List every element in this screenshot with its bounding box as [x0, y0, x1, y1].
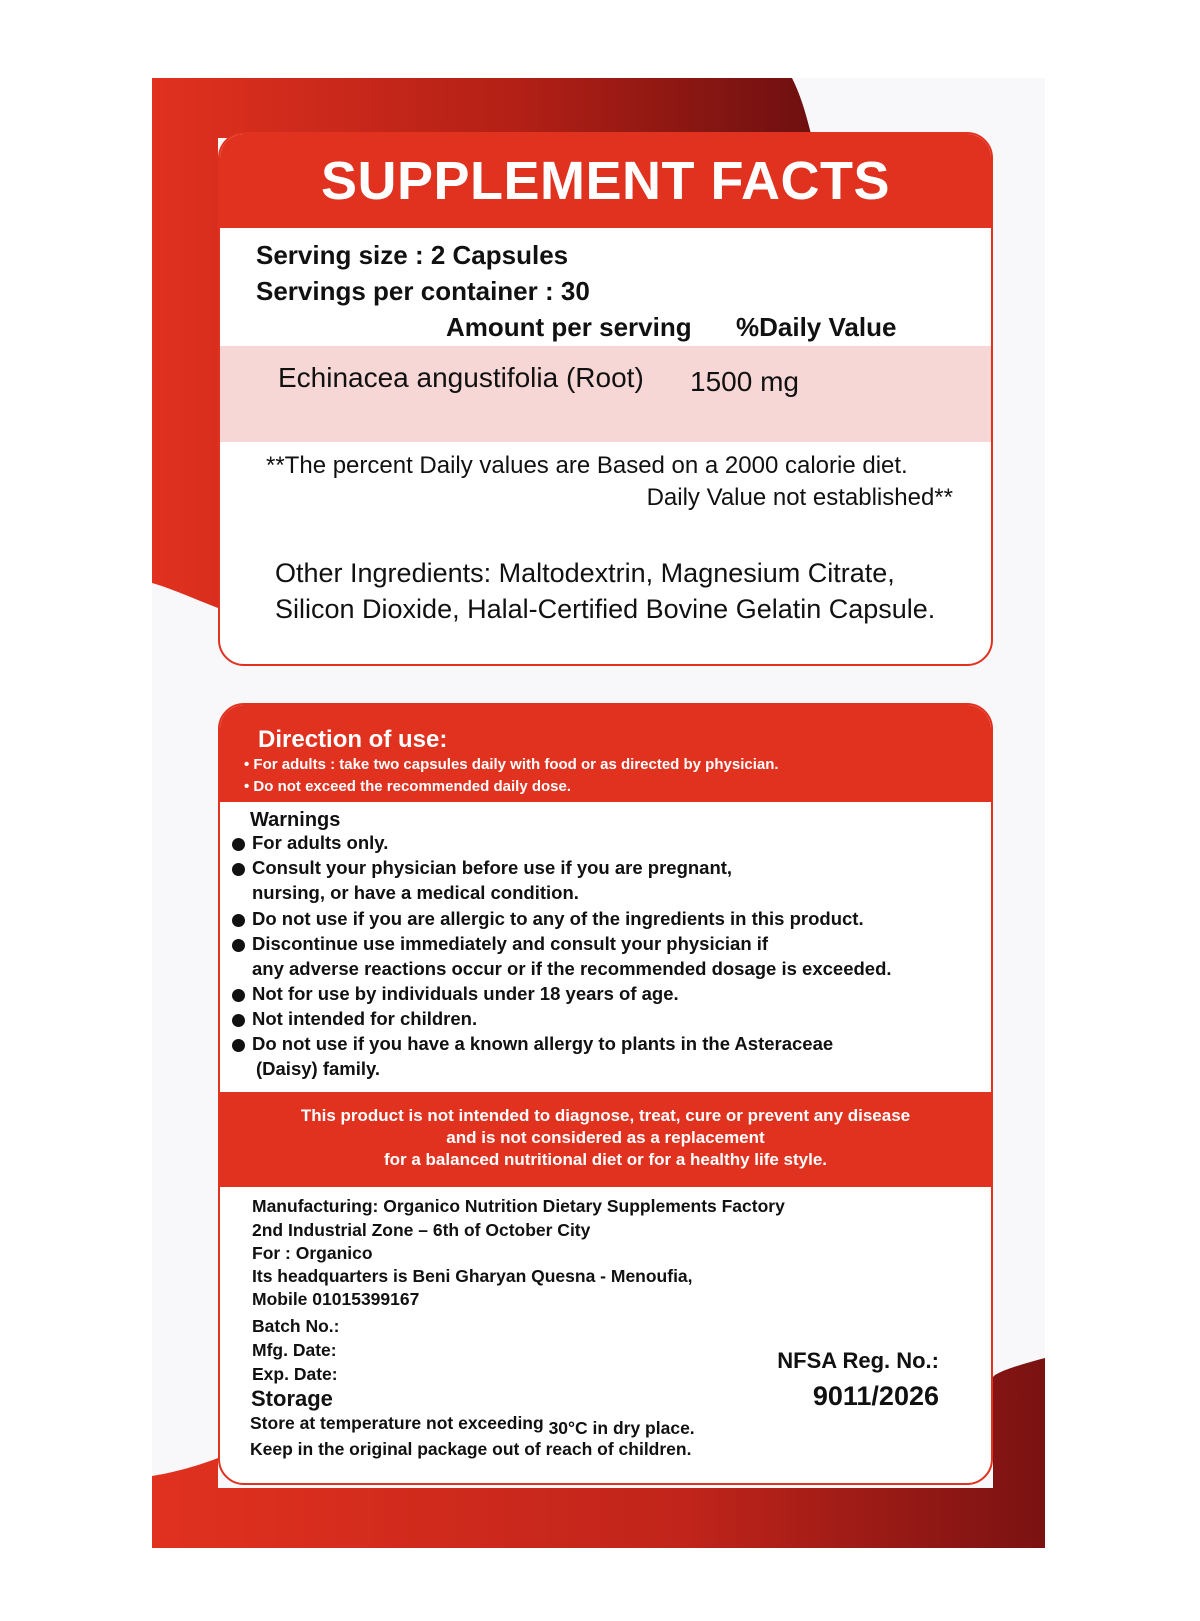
- warning-item: Discontinue use immediately and consult your physician if: [252, 933, 769, 954]
- warning-item-continued: nursing, or have a medical condition.: [252, 882, 579, 903]
- manufacturer-address: 2nd Industrial Zone – 6th of October City: [252, 1220, 591, 1240]
- bullet-icon: [232, 838, 245, 851]
- directions-section: [220, 705, 991, 802]
- batch-number: Batch No.:: [252, 1316, 340, 1336]
- warning-item: Consult your physician before use if you are pregnant,: [252, 857, 733, 878]
- warning-item: For adults only.: [252, 832, 389, 853]
- disclaimer-band: [220, 1092, 991, 1187]
- amount-per-serving-header: Amount per serving: [446, 312, 692, 342]
- other-ingredients-line1: Other Ingredients: Maltodextrin, Magnesium Citrate,: [275, 558, 895, 588]
- ingredient-amount: 1500 mg: [690, 366, 799, 397]
- bullet-icon: [232, 939, 245, 952]
- exp-date: Exp. Date:: [252, 1364, 338, 1384]
- servings-per-container: Servings per container : 30: [256, 276, 590, 306]
- bullet-icon: [232, 1039, 245, 1052]
- bullet-icon: [232, 863, 245, 876]
- manufacturer-line: Manufacturing: Organico Nutrition Dietary Supplements Factory: [252, 1196, 785, 1216]
- disclaimer-line: and is not considered as a replacement: [446, 1128, 765, 1147]
- supplement-facts-panel: [218, 132, 993, 666]
- warning-item: Not for use by individuals under 18 years of age.: [252, 983, 679, 1004]
- warning-item: Do not use if you have a known allergy to plants in the Asteraceae: [252, 1033, 834, 1054]
- footnote-not-established: Daily Value not established**: [646, 484, 953, 511]
- ingredient-name: Echinacea angustifolia (Root): [278, 362, 644, 393]
- storage-temperature: Store at temperature not exceeding 30°C in dry place.: [250, 1413, 695, 1438]
- nfsa-reg-label: NFSA Reg. No.:: [777, 1348, 939, 1373]
- storage-keep-away: Keep in the original package out of reach of children.: [250, 1439, 692, 1459]
- other-ingredients-line2: Silicon Dioxide, Halal-Certified Bovine Gelatin Capsule.: [275, 594, 936, 624]
- warning-item-continued: any adverse reactions occur or if the recommended dosage is exceeded.: [252, 958, 892, 979]
- direction-item: • For adults : take two capsules daily with food or as directed by physician.: [244, 756, 779, 773]
- directions-title: Direction of use:: [258, 726, 448, 753]
- mobile-number: Mobile 01015399167: [252, 1289, 420, 1309]
- nfsa-reg-number: 9011/2026: [812, 1381, 939, 1411]
- bullet-icon: [232, 914, 245, 927]
- direction-item: • Do not exceed the recommended daily dose.: [244, 778, 572, 795]
- bullet-icon: [232, 1014, 245, 1027]
- supplement-facts-header: [220, 134, 991, 228]
- bullet-icon: [232, 989, 245, 1002]
- warning-item: Do not use if you are allergic to any of the ingredients in this product.: [252, 908, 864, 929]
- ingredient-row: [220, 346, 991, 442]
- manufactured-for: For : Organico: [252, 1243, 373, 1263]
- mfg-date: Mfg. Date:: [252, 1340, 337, 1360]
- footnote-calorie: **The percent Daily values are Based on a 2000 calorie diet.: [266, 452, 908, 479]
- disclaimer-line: This product is not intended to diagnose, treat, cure or prevent any disease: [300, 1106, 911, 1125]
- directions-warnings-panel: [218, 703, 993, 1485]
- supplement-facts-title: SUPPLEMENT FACTS: [320, 151, 891, 211]
- warnings-title: Warnings: [250, 809, 341, 831]
- daily-value-header: %Daily Value: [736, 312, 897, 342]
- warning-item: Not intended for children.: [252, 1008, 478, 1029]
- serving-size: Serving size : 2 Capsules: [256, 240, 569, 270]
- warning-item-continued: (Daisy) family.: [256, 1058, 381, 1079]
- headquarters: Its headquarters is Beni Gharyan Quesna - Menoufia,: [252, 1266, 693, 1286]
- storage-title: Storage: [251, 1386, 333, 1411]
- disclaimer-line: for a balanced nutritional diet or for a healthy life style.: [383, 1150, 828, 1169]
